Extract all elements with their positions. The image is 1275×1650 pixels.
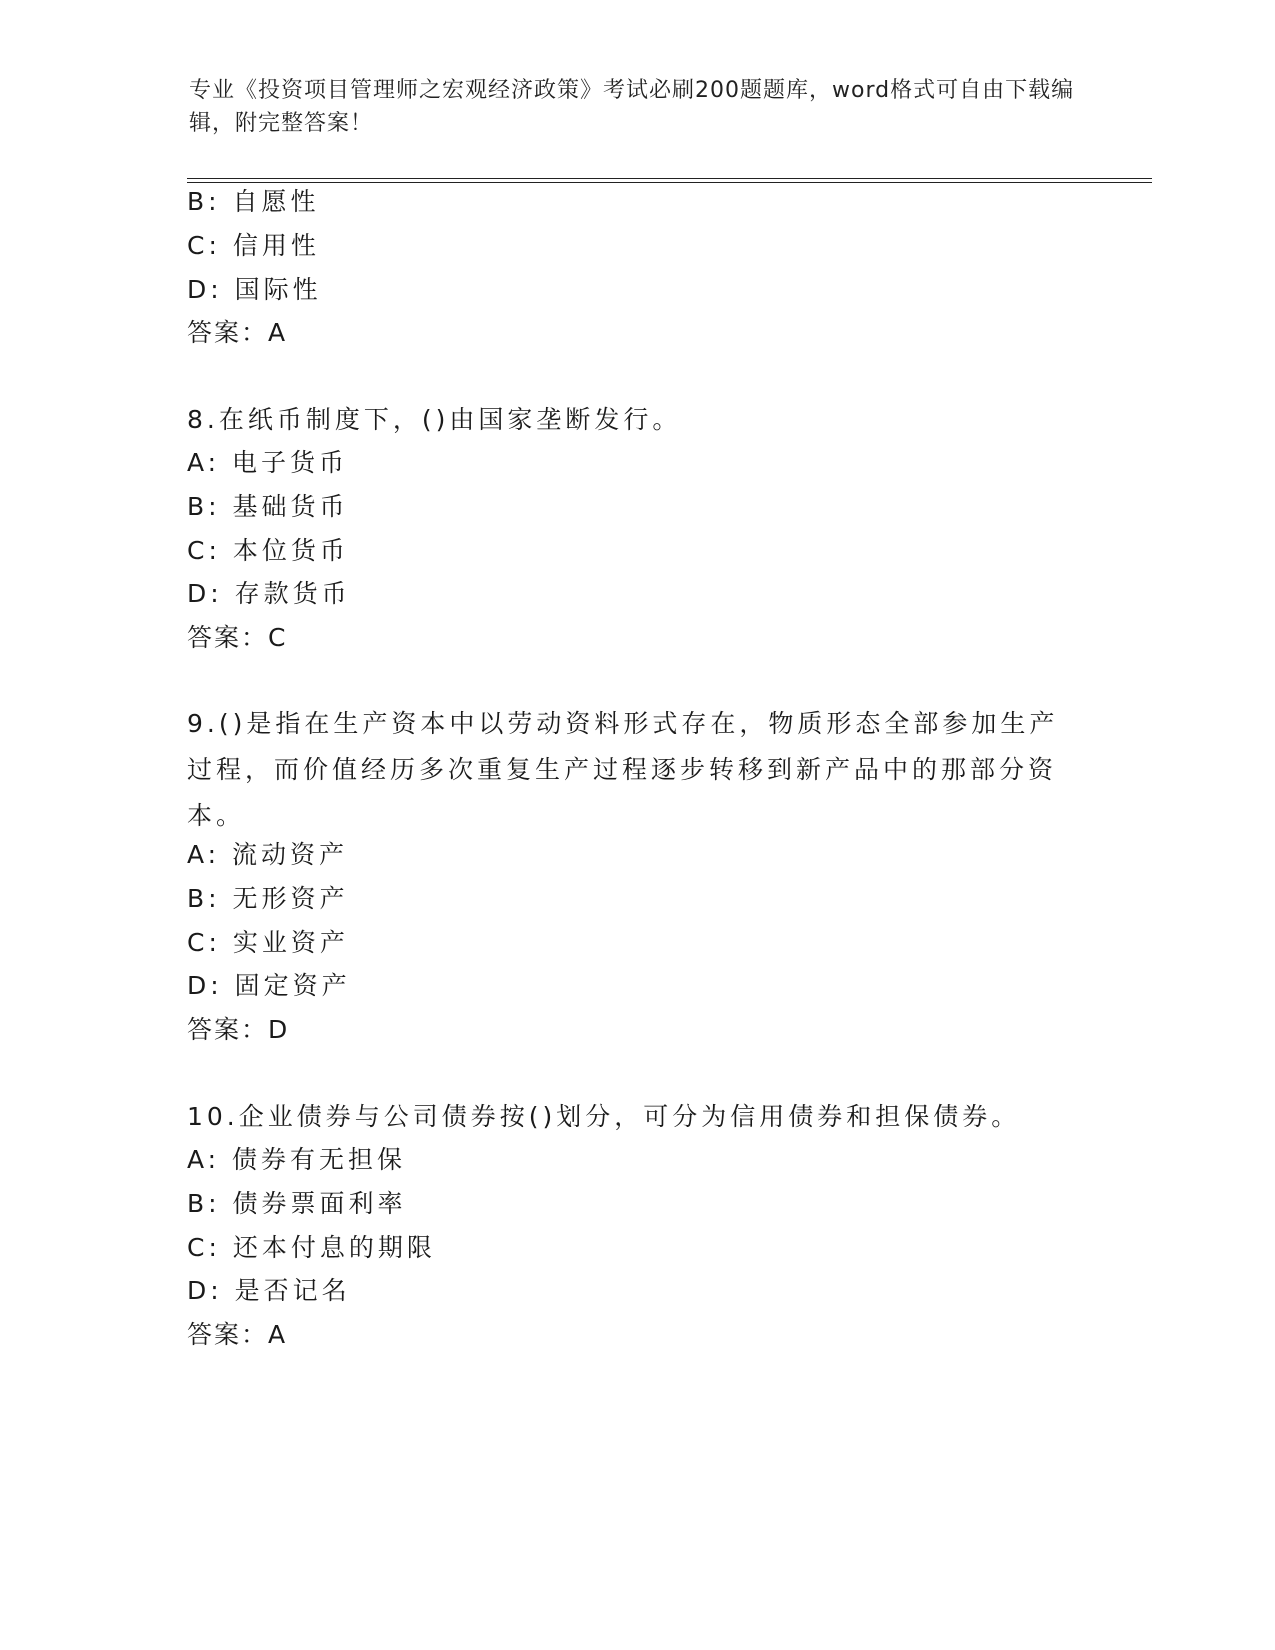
option-b: B: 自愿性	[187, 187, 320, 216]
answer: 答案：A	[187, 1320, 288, 1349]
option-b: B: 无形资产	[187, 884, 349, 913]
option-c: C: 信用性	[187, 231, 320, 260]
answer: 答案：D	[187, 1015, 290, 1044]
option-b: B: 基础货币	[187, 492, 349, 521]
option-a: A: 流动资产	[187, 840, 349, 869]
question-8: 8.在纸币制度下，()由国家垄断发行。	[187, 405, 682, 434]
option-d: D: 国际性	[187, 275, 322, 304]
option-d: D: 是否记名	[187, 1276, 351, 1305]
option-a: A: 债券有无担保	[187, 1145, 407, 1174]
option-c: C: 本位货币	[187, 536, 349, 565]
option-d: D: 固定资产	[187, 971, 351, 1000]
question-10: 10.企业债券与公司债券按()划分，可分为信用债券和担保债券。	[187, 1102, 1021, 1131]
question-9: 9.()是指在生产资本中以劳动资料形式存在，物质形态全部参加生产过程，而价值经历多次重复生产过程逐步转移到新产品中的那部分资本。	[187, 709, 1059, 830]
option-a: A: 电子货币	[187, 448, 349, 477]
answer: 答案：A	[187, 318, 288, 347]
option-c: C: 实业资产	[187, 928, 349, 957]
answer: 答案：C	[187, 623, 288, 652]
option-d: D: 存款货币	[187, 579, 351, 608]
header-divider	[187, 178, 1152, 183]
page-header: 专业《投资项目管理师之宏观经济政策》考试必刷200题题库，word格式可自由下载编辑，附完整答案！	[189, 78, 1075, 136]
option-b: B: 债券票面利率	[187, 1189, 407, 1218]
option-c: C: 还本付息的期限	[187, 1233, 436, 1262]
